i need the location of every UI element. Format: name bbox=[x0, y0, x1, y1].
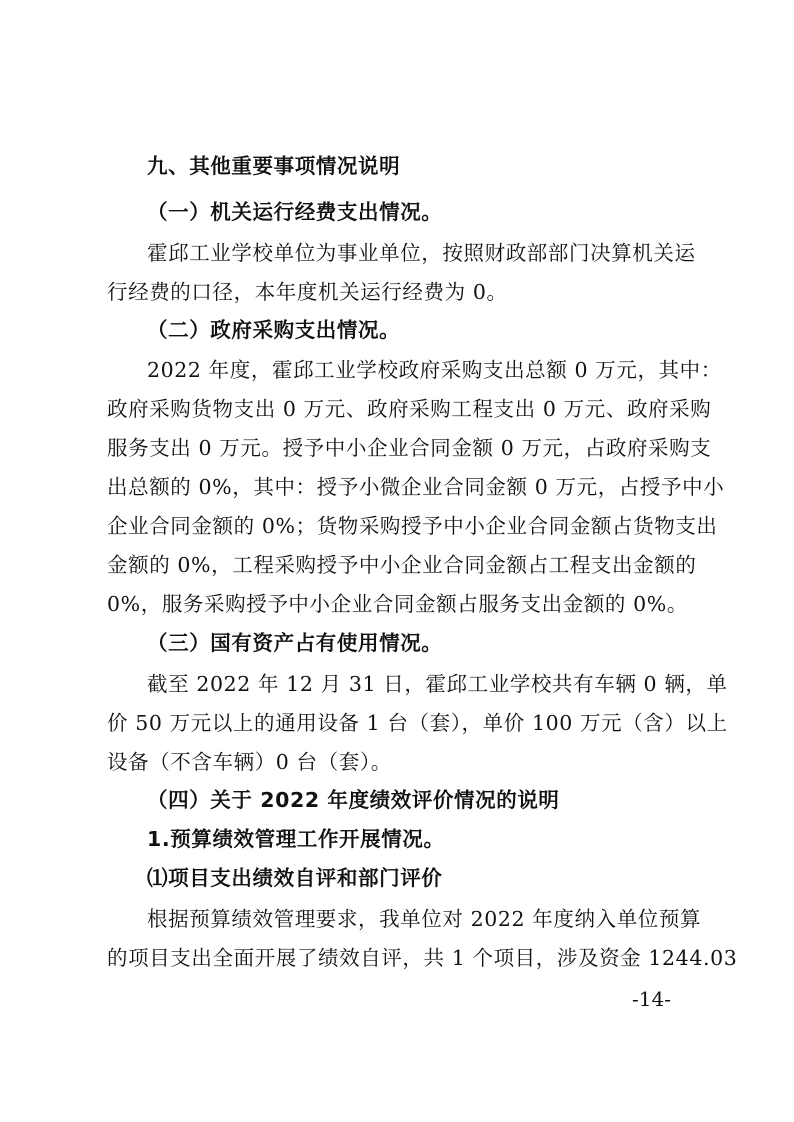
paragraph-line: 企业合同金额的 0%；货物采购授予中小企业合同金额占货物支出 bbox=[107, 514, 718, 538]
paragraph-line: 价 50 万元以上的通用设备 1 台（套），单价 100 万元（含）以上 bbox=[107, 711, 728, 735]
paragraph-line: 的项目支出全面开展了绩效自评，共 1 个项目，涉及资金 1244.03 bbox=[107, 946, 738, 970]
paragraph-line: 出总额的 0%，其中：授予小微企业合同金额 0 万元，占授予中小 bbox=[107, 475, 725, 499]
page-number: -14- bbox=[632, 987, 671, 1011]
subsection-4-1-1-title: ⑴项目支出绩效自评和部门评价 bbox=[147, 866, 443, 890]
subsection-1-title: （一）机关运行经费支出情况。 bbox=[147, 200, 443, 224]
paragraph-line: 行经费的口径，本年度机关运行经费为 0。 bbox=[107, 280, 508, 304]
paragraph-line: 政府采购货物支出 0 万元、政府采购工程支出 0 万元、政府采购 bbox=[107, 397, 712, 421]
paragraph-line: 设备（不含车辆）0 台（套）。 bbox=[107, 750, 392, 774]
paragraph-line: 根据预算绩效管理要求，我单位对 2022 年度纳入单位预算 bbox=[147, 907, 702, 931]
subsection-4-1-title: 1.预算绩效管理工作开展情况。 bbox=[147, 827, 445, 851]
paragraph-line: 0%，服务采购授予中小企业合同金额占服务支出金额的 0%。 bbox=[107, 592, 688, 616]
paragraph-line: 霍邱工业学校单位为事业单位，按照财政部部门决算机关运 bbox=[147, 241, 696, 265]
paragraph-line: 2022 年度，霍邱工业学校政府采购支出总额 0 万元，其中： bbox=[147, 358, 722, 382]
subsection-2-title: （二）政府采购支出情况。 bbox=[147, 318, 401, 342]
section-nine-heading: 九、其他重要事项情况说明 bbox=[147, 154, 401, 178]
subsection-4-title: （四）关于 2022 年度绩效评价情况的说明 bbox=[147, 788, 560, 812]
paragraph-line: 金额的 0%，工程采购授予中小企业合同金额占工程支出金额的 bbox=[107, 553, 697, 577]
subsection-3-title: （三）国有资产占有使用情况。 bbox=[147, 631, 443, 655]
paragraph-line: 截至 2022 年 12 月 31 日，霍邱工业学校共有车辆 0 辆，单 bbox=[147, 672, 728, 696]
paragraph-line: 服务支出 0 万元。授予中小企业合同金额 0 万元，占政府采购支 bbox=[107, 436, 712, 460]
